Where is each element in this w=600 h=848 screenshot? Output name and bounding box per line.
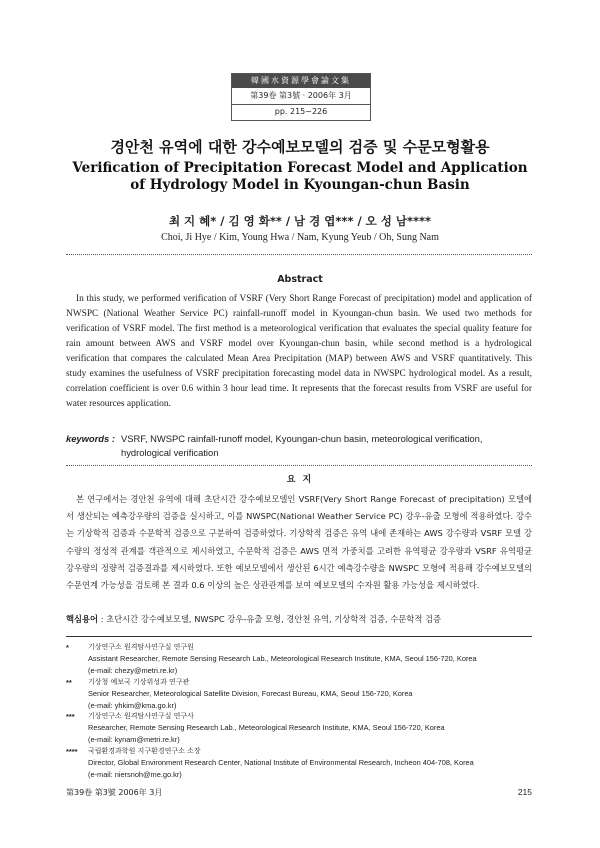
authors-korean: 최 지 혜* / 김 영 화** / 남 경 엽*** / 오 성 남****: [168, 214, 432, 228]
korean-keywords-label: 핵심용어: [66, 614, 99, 624]
footnote: * 기상연구소 원격탐사연구실 연구원 Assistant Researcher, Remote Sensing Research Lab., Meteorological Research Institute, KMA, Seoul 156-720, Korea (e-mail: chezy@metri.re.kr): [66, 643, 477, 675]
korean-title: 경안천 유역에 대한 강수예보모델의 검증 및 수문모형활용: [110, 138, 490, 156]
journal-pages: pp. 215~226: [274, 107, 328, 116]
footer-issue: 第39卷 第3號 2006年 3月: [66, 788, 163, 797]
divider: [66, 254, 532, 255]
abstract-heading: Abstract: [277, 274, 323, 285]
keywords: [66, 432, 532, 460]
summary-heading: 요 지: [286, 475, 314, 485]
journal-header-box: [231, 73, 371, 121]
abstract-text: In this study, we performed verification of VSRF (Very Short Range Forecast of precipitation) model and application of NWSPC (National Weather Service PC) rainfall-runoff model in Kyoungan-chun basin. We used two methods for verification of VSRF model. The first method is a meteorological verification that evaluates the special quality feature for rain amount between AWS and VSRF model over Kyoungan-chun basin, while second method is a hydrological verification that compares the calculated Mean Area Precipitation (MAP) between AWS and VSRF quantitatively. This study examines the usefulness of VSRF precipitation forecasting model data in NWSPC hydrological model. As a result, correlation coefficient is over 0.6 within 3 hour lead time. It represents that the forecast results from VSRF are useful for water resources application.: [66, 294, 532, 409]
footnote-rule: [66, 636, 532, 637]
footnote: **** 국립환경과학원 지구환경연구소 소장 Director, Global Environment Research Center, National Institute of Environmental Research, Incheon 404-708, Korea (e-mail: niersnoh@me.go.kr): [66, 747, 474, 779]
summary-text: 본 연구에서는 경안천 유역에 대해 초단시간 강수예보모델인 VSRF(Very Short Range Forecast of precipitation) 모델에서 생산되는 예측강우량의 검증을 실시하고, 이를 NWSPC(National Weather Service PC) 강우-유출 모형에 적용하였다. 강수는 기상학적 검증과 수문학적 검증으로 구분하여 검증하였다. 기상학적 검증은 유역 내에 존재하는 AWS 강수량과 VSRF 모델 강수량의 정성적 관계를 객관적으로 제시하였고, 수문학적 검증은 AWS 면적 가중치를 고려한 유역평균 강우량과 VSRF 유역평균 강우량의 정량적 검증결과를 제시하였다. 또한 예보모델에서 생산된 6시간 예측강수량을 NWSPC 모형에 적용해 강수예보모델의 수문연계 가능성을 검토해 본 결과 0.6 이상의 높은 상관관계를 보여 예보모델의 수자원 활용 가능성을 제시하였다.: [66, 494, 532, 591]
english-title-line2: of Hydrology Model in Kyoungan-chun Basin: [130, 177, 470, 193]
footnote: ** 기상청 예보국 기상위성과 연구관 Senior Researcher, Meteorological Satellite Division, Forecast Bureau, KMA, Seoul 156-720, Korea (e-mail: yhkim@kma.go.kr): [66, 678, 413, 710]
journal-name: 韓國水資源學會論文集: [232, 74, 370, 88]
page-number: 215: [517, 787, 532, 797]
keywords-label: keywords :: [66, 433, 115, 444]
english-title-line1: Verification of Precipitation Forecast Model and Application: [72, 160, 528, 176]
authors-english: Choi, Ji Hye / Kim, Young Hwa / Nam, Kyung Yeub / Oh, Sung Nam: [161, 232, 439, 243]
keywords-text: VSRF, NWSPC rainfall-runoff model, Kyoungan-chun basin, meteorological verification, hydrological verification: [120, 433, 483, 458]
korean-keywords: [66, 613, 532, 625]
journal-volume: 第39卷 第3號 · 2006年 3月: [232, 88, 370, 105]
korean-keywords-text: : 초단시간 강수예보모델, NWSPC 강우-유출 모형, 경안천 유역, 기상학적 검증, 수문학적 검증: [100, 614, 442, 624]
divider: [66, 465, 532, 466]
footnote: *** 기상연구소 원격탐사연구실 연구사 Researcher, Remote Sensing Research Lab., Meteorological Research Institute, KMA, Seoul 156-720, Korea (e-mail: kynam@metri.re.kr): [66, 712, 445, 744]
